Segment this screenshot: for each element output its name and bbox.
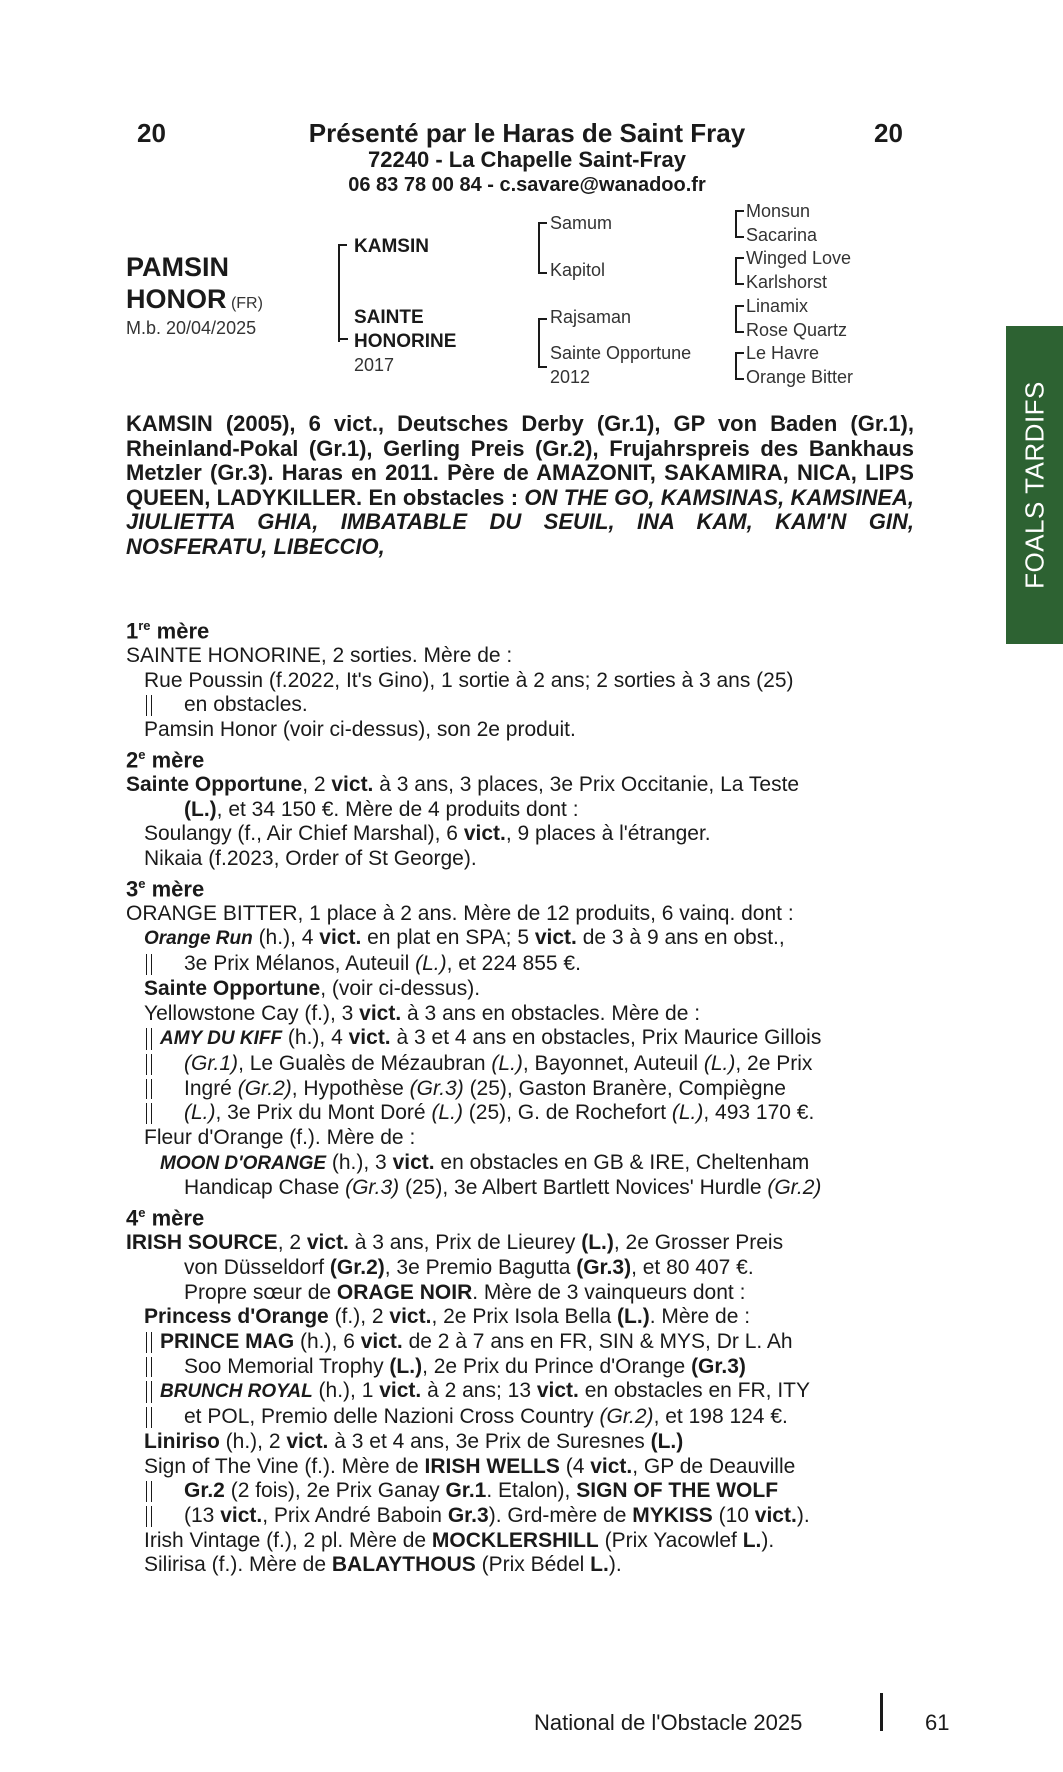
footer-title: National de l'Obstacle 2025 xyxy=(534,1710,803,1735)
sire-intro-italic: ON THE GO, KAMSINAS, KAMSINEA, JIULIETTA GHIA, IMBATABLE DU SEUIL, INA KAM, KAM'N GIN, NOSFERATU, LIBECCIO, xyxy=(126,484,915,559)
mere2-line3: Soulangy (f., Air Chief Marshal), 6 vict., 9 places à l'étranger. xyxy=(144,822,711,846)
mere3-sainte-opportune: Sainte Opportune, (voir ci-dessus). xyxy=(144,976,481,1000)
mere2-line4: Nikaia (f.2023, Order of St George). xyxy=(144,846,477,870)
mere4-brunch-1: BRUNCH ROYAL (h.), 1 vict. à 2 ans; 13 vict. en obstacles en FR, ITY xyxy=(126,1379,926,1405)
pedigree-dd: Sainte Opportune xyxy=(550,343,692,363)
mere4-irish-source-1: IRISH SOURCE, 2 vict. à 3 ans, Prix de Lieurey (L.), 2e Grosser Preis xyxy=(126,1231,784,1255)
mere4-sign-3: (13 vict., Prix André Baboin Gr.3). Grd-mère de MYKISS (10 vict.). xyxy=(126,1504,926,1529)
mere3-amy-3: Ingré (Gr.2), Hypothèse (Gr.3) (25), Gaston Branère, Compiègne xyxy=(126,1077,926,1102)
mere3-amy-2: (Gr.1), Le Gualès de Mézaubran (L.), Bayonnet, Auteuil (L.), 2e Prix xyxy=(126,1052,926,1077)
pedigree-bracket-g3 xyxy=(735,305,744,333)
pedigree-dsd: Rose Quartz xyxy=(746,320,848,340)
mere3-amy-4: (L.), 3e Prix du Mont Doré (L.) (25), G. de Rochefort (L.), 493 170 €. xyxy=(126,1101,926,1126)
mere4-prince-mag-1: PRINCE MAG (h.), 6 vict. de 2 à 7 ans en FR, SIN & MYS, Dr L. Ah xyxy=(126,1330,926,1355)
presenter: Présenté par le Haras de Saint Fray xyxy=(308,118,746,148)
mere4-princess-1: Princess d'Orange (f.), 2 vict., 2e Prix Isola Bella (L.). Mère de : xyxy=(144,1305,751,1329)
mere3-fleur-dorange: Fleur d'Orange (f.). Mère de : xyxy=(144,1126,416,1150)
pedigree-dam-l2: HONORINE xyxy=(354,331,457,352)
pedigree-bracket-g4 xyxy=(735,352,744,380)
mere3-moon-1: MOON D'ORANGE (h.), 3 vict. en obstacles en GB & IRE, Cheltenham xyxy=(160,1150,810,1174)
mere4-prince-mag-2: Soo Memorial Trophy (L.), 2e Prix du Prince d'Orange (Gr.3) xyxy=(126,1355,926,1380)
mere3-moon-2: Handicap Chase (Gr.3) (25), 3e Albert Bartlett Novices' Hurdle (Gr.2) xyxy=(184,1176,822,1200)
pedigree-bracket-g1 xyxy=(735,210,744,238)
mere4-irish-source-3: Propre sœur de ORAGE NOIR. Mère de 3 vainqueurs dont : xyxy=(184,1280,746,1304)
pedigree-bracket-dam xyxy=(538,318,547,368)
pedigree-dds: Le Havre xyxy=(746,343,820,363)
mere3-amy-1: AMY DU KIFF (h.), 4 vict. à 3 et 4 ans en obstacles, Prix Maurice Gillois xyxy=(126,1026,926,1052)
pedigree-ssd: Sacarina xyxy=(746,225,818,245)
pedigree-dss: Linamix xyxy=(746,296,809,316)
mere2-line2: (L.), et 34 150 €. Mère de 4 produits dont : xyxy=(184,797,579,821)
maternal-family xyxy=(126,614,926,1578)
horse-country: (FR) xyxy=(230,295,263,312)
mere4-sign-2: Gr.2 (2 fois), 2e Prix Ganay Gr.1. Etalon), SIGN OF THE WOLF xyxy=(126,1479,926,1504)
pedigree-dd-year: 2012 xyxy=(550,367,591,387)
sire-intro-text: KAMSIN (2005), 6 vict., Deutsches Derby (Gr.1), GP von Baden (Gr.1), Rheinland-Pokal (Gr.1), Gerling Preis (Gr.2), Frujahrspreis des Bankhaus Metzler (Gr.3). Haras en 2011. Père de AMAZONIT, SAKAMIRA, NICA, LIPS QUEEN, LADYKILLER. En obstacles : xyxy=(126,411,914,510)
mere1-line4: Pamsin Honor (voir ci-dessus), son 2e produit. xyxy=(144,718,576,742)
side-tab xyxy=(1006,326,1063,644)
mere4-irish-vintage: Irish Vintage (f.), 2 pl. Mère de MOCKLERSHILL (Prix Yacowlef L.). xyxy=(144,1528,775,1552)
pedigree-sds: Winged Love xyxy=(746,248,852,268)
mere1-line1: SAINTE HONORINE, 2 sorties. Mère de : xyxy=(126,644,513,668)
mere3-orange-run-1: Orange Run (h.), 4 vict. en plat en SPA; 5 vict. de 3 à 9 ans en obst., xyxy=(144,926,785,950)
address: 72240 - La Chapelle Saint-Fray xyxy=(368,147,686,172)
pedigree-bracket-foot xyxy=(338,338,348,340)
mere2-line1: Sainte Opportune, 2 vict. à 3 ans, 3 places, 3e Prix Occitanie, La Teste xyxy=(126,772,800,796)
footer-separator xyxy=(880,1693,883,1731)
pedigree-ss: Samum xyxy=(550,213,613,233)
pedigree-sss: Monsun xyxy=(746,201,811,221)
horse-details: M.b. 20/04/2025 xyxy=(126,318,257,338)
sire-intro xyxy=(126,412,914,559)
horse-name-line2 xyxy=(126,284,263,315)
contact: 06 83 78 00 84 - c.savare@wanadoo.fr xyxy=(348,174,706,196)
mere1-line3: en obstacles. xyxy=(126,693,926,718)
mere3-yellowstone: Yellowstone Cay (f.), 3 vict. à 3 ans en obstacles. Mère de : xyxy=(144,1001,701,1025)
horse-name-line1: PAMSIN xyxy=(126,252,230,282)
mere4-brunch-2: et POL, Premio delle Nazioni Cross Country (Gr.2), et 198 124 €. xyxy=(126,1405,926,1430)
heading-4e-mere: 4e mère xyxy=(126,1205,205,1231)
mere4-sign-1: Sign of The Vine (f.). Mère de IRISH WELLS (4 vict., GP de Deauville xyxy=(144,1454,796,1478)
pedigree-sdd: Karlshorst xyxy=(746,272,828,292)
heading-2e-mere: 2e mère xyxy=(126,746,205,773)
pedigree-ds: Rajsaman xyxy=(550,307,632,327)
heading-3e-mere: 3e mère xyxy=(126,875,205,902)
lot-number-left: 20 xyxy=(137,118,166,148)
pedigree-bracket-main xyxy=(338,244,347,342)
mere4-liniriso: Liniriso (h.), 2 vict. à 3 et 4 ans, 3e Prix de Suresnes (L.) xyxy=(144,1429,684,1453)
mere4-irish-source-2: von Düsseldorf (Gr.2), 3e Premio Bagutta (Gr.3), et 80 407 €. xyxy=(184,1255,754,1279)
pedigree-dam-l1: SAINTE xyxy=(354,307,424,328)
horse-name: HONOR xyxy=(126,284,227,314)
mere4-silirisa: Silirisa (f.). Mère de BALAYTHOUS (Prix Bédel L.). xyxy=(144,1553,622,1577)
mere3-line1: ORANGE BITTER, 1 place à 2 ans. Mère de 12 produits, 6 vainq. dont : xyxy=(126,901,794,925)
mere1-line2: Rue Poussin (f.2022, It's Gino), 1 sortie à 2 ans; 2 sorties à 3 ans (25) xyxy=(144,668,794,692)
side-tab-label: FOALS TARDIFS xyxy=(1019,381,1049,589)
pedigree-bracket-sire xyxy=(538,222,547,274)
mere3-orange-run-2: 3e Prix Mélanos, Auteuil (L.), et 224 855 €. xyxy=(126,952,926,977)
page-number: 61 xyxy=(925,1710,950,1735)
pedigree-ddd: Orange Bitter xyxy=(746,367,854,387)
pedigree-sd: Kapitol xyxy=(550,260,606,280)
heading-1re-mere: 1re mère xyxy=(126,618,210,644)
pedigree-sire: KAMSIN xyxy=(354,236,429,257)
lot-number-right: 20 xyxy=(874,118,903,148)
pedigree-bracket-g2 xyxy=(735,257,744,285)
pedigree-dam-year: 2017 xyxy=(354,355,395,375)
